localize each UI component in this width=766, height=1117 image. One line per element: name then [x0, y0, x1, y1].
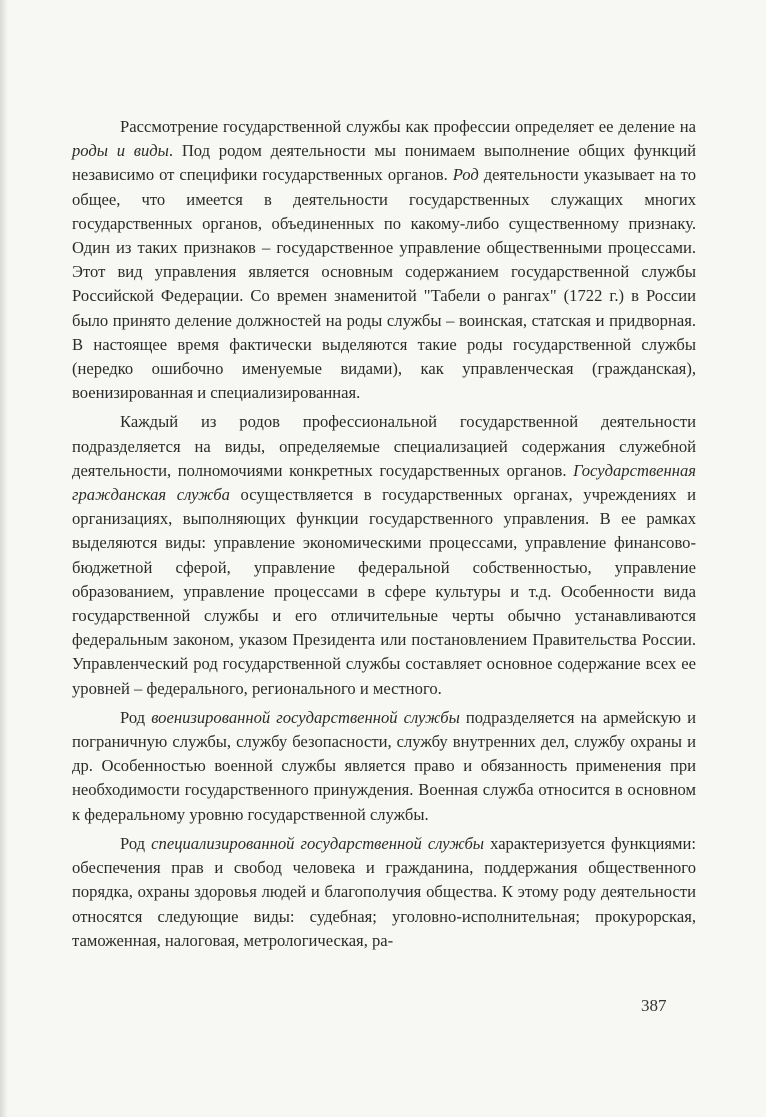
text-run: деятельности указывает на то общее, что имеется в деятельности государственных служащих многих государственных органов, объединенных по какому-либо существенному признаку. Один из таких признаков – государственное управление общественными процессами. Этот вид управления является основным содержанием государственной службы Российской Федерации. Со времен знаменитой "Табели о рангах" (1722 г.) в России было принято деление должностей на роды службы – воинская, статская и придворная. В настоящее время фактически выделяются такие роды государственной службы (нередко ошибочно именуемые видами), как управленческая (гражданская), военизированная и специализированная. [72, 165, 696, 403]
paragraph-3 [72, 706, 696, 827]
body-text [72, 115, 696, 958]
text-run: подразделяется на армейскую и пограничную службы, службу безопасности, службу внутренних дел, службу охраны и др. Особенностью военной службы является право и обязанность применения при необходимости государственного принуждения. Военная служба относится в основном к федеральному уровню государственной службы. [72, 707, 697, 824]
italic-run: Род [452, 165, 479, 185]
text-run: характеризуется функциями: обеспечения прав и свобод человека и гражданина, поддержания общественного порядка, охраны здоровья людей и благополучия общества. К этому роду деятельности относятся следующие виды: судебная; уголовно-исполнительная; прокурорская, таможенная, налоговая, метрологическая, ра- [72, 833, 696, 950]
italic-run: роды и виды [72, 141, 169, 161]
text-run: Род [120, 833, 152, 853]
text-run: Каждый из родов профессиональной государственной деятельности подразделяется на виды, определяемые специализацией содержания служебной деятельности, полномочиями конкретных государственных органов. [72, 412, 696, 480]
page-number: 387 [641, 996, 667, 1015]
paragraph-1 [72, 115, 696, 405]
page-edge-shadow [0, 0, 8, 1117]
text-run: Рассмотрение государственной службы как профессии определяет ее деление на [120, 117, 696, 136]
paragraph-4 [72, 832, 696, 953]
text-run: . Под родом деятельности мы понимаем выполнение общих функций независимо от специфики государственных органов. [72, 141, 696, 185]
text-run: осуществляется в государственных органах, учреждениях и организациях, выполняющих функции государственного управления. В ее рамках выделяются виды: управление экономическими процессами, управление финансово-бюджетной сферой, управление федеральной собственностью, управление образованием, управление процессами в сфере культуры и т.д. Особенности вида государственной службы и его отличительные черты обычно устанавливаются федеральным законом, указом Президента или постановлением Правительства России. Управленческий род государственной службы составляет основное содержание всех ее уровней – федерального, регионального и местного. [72, 485, 696, 698]
italic-run: специализированной государственной службы [151, 833, 485, 853]
italic-run: Государственная гражданская служба [72, 460, 696, 505]
italic-run: военизированной государственной службы [151, 707, 460, 727]
text-run: Род [120, 707, 152, 727]
paragraph-2 [72, 410, 696, 700]
